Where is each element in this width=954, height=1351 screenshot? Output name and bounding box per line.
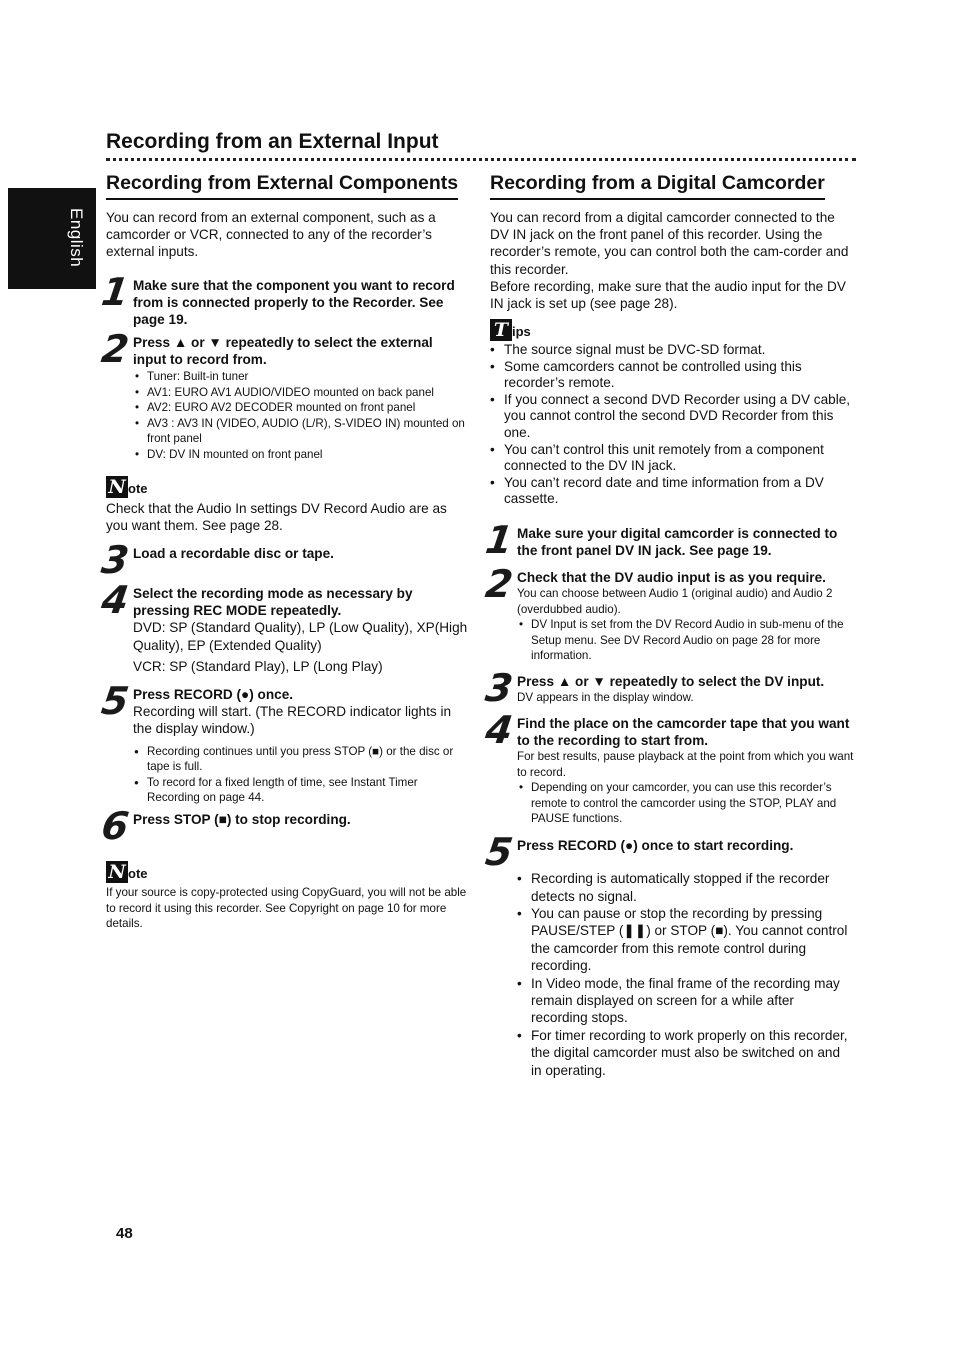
left-note-2: [106, 861, 468, 932]
step-heading: Press ▲ or ▼ repeatedly to select the DV input.: [517, 674, 825, 689]
step-heading: Make sure your digital camcorder is connected to the front panel DV IN jack. See page 19.: [517, 526, 838, 559]
step-heading: Select the recording mode as necessary by pressing REC MODE repeatedly.: [133, 586, 413, 619]
list-item: • The source signal must be DVC-SD format.: [490, 342, 854, 359]
right-step-5: [482, 830, 854, 1079]
list-item: • You can’t control this unit remotely from a component connected to the DV IN jack.: [490, 442, 854, 475]
note-icon: N: [106, 476, 128, 498]
step-number: 3: [98, 538, 130, 582]
step-text: VCR: SP (Standard Play), LP (Long Play): [133, 658, 383, 674]
right-intro-text-2: Before recording, make sure that the audio input for the DV IN jack is set up (see page 28).: [490, 278, 846, 312]
left-step-3: [98, 538, 468, 582]
note-label: ote: [128, 481, 148, 496]
step-heading: Press RECORD (●) once.: [133, 687, 294, 702]
note-icon: N: [106, 861, 128, 883]
list-item: • Depending on your camcorder, you can use this recorder’s remote to control the camcorder using the STOP, PLAY and PAUSE functions.: [517, 780, 854, 827]
left-step-4: [98, 578, 468, 675]
step-number: 2: [98, 327, 130, 371]
step-heading: Press RECORD (●) once to start recording.: [517, 838, 794, 853]
left-step-6: [98, 804, 468, 848]
list-item: • AV2: EURO AV2 DECODER mounted on front panel: [133, 400, 468, 416]
step-text: Recording will start. (The RECORD indicator lights in the display window.): [133, 704, 452, 737]
list-item: • For timer recording to work properly on this recorder, the digital camcorder must also be switched on and in operating.: [517, 1027, 854, 1079]
list-item: • Recording is automatically stopped if the recorder detects no signal.: [517, 870, 854, 905]
right-intro-text: You can record from a digital camcorder connected to the DV IN jack on the front panel of this recorder. Using the recorder’s remote, you can control both the cam-corder and this recorder.: [490, 210, 849, 277]
note-text: Check that the Audio In settings DV Record Audio are as you want them. See page 28.: [106, 501, 447, 534]
list-item: • DV Input is set from the DV Record Audio in sub-menu of the Setup menu. See DV Record Audio on page 28 for more information.: [517, 617, 854, 664]
step-text: You can choose between Audio 1 (original audio) and Audio 2 (overdubbed audio).: [517, 587, 833, 616]
tips-icon: T: [490, 319, 512, 341]
left-note-1: [106, 476, 468, 534]
language-tab-label: English: [67, 208, 86, 268]
note-text: If your source is copy-protected using CopyGuard, you will not be able to record it using this recorder. See Copyright on page 10 for more details.: [106, 886, 467, 930]
list-item: ● To record for a fixed length of time, see Instant Timer Recording on page 44.: [133, 775, 468, 806]
step-heading: Press ▲ or ▼ repeatedly to select the external input to record from.: [133, 335, 433, 368]
step-heading: Load a recordable disc or tape.: [133, 546, 334, 561]
left-step-5: [98, 679, 468, 806]
right-intro: [490, 209, 854, 312]
left-section-header: [106, 172, 468, 200]
step-heading: Find the place on the camcorder tape that you want to the recording to start from.: [517, 716, 850, 749]
step-number: 5: [482, 830, 514, 874]
list-item: • You can’t record date and time information from a DV cassette.: [490, 475, 854, 508]
right-section-title: Recording from a Digital Camcorder: [490, 172, 825, 200]
list-item: • If you connect a second DVD Recorder using a DV cable, you cannot control the second DVD Recorder from this one.: [490, 392, 854, 442]
left-intro: You can record from an external component, such as a camcorder or VCR, connected to any of the recorder’s external inputs.: [106, 210, 436, 260]
list-item: • AV1: EURO AV1 AUDIO/VIDEO mounted on back panel: [133, 385, 468, 401]
page-number: 48: [116, 1225, 133, 1242]
step-number: 2: [482, 562, 514, 606]
step-number: 1: [482, 518, 514, 562]
left-step-2: [98, 327, 468, 462]
step-number: 6: [98, 804, 130, 848]
list-item: • You can pause or stop the recording by pressing PAUSE/STEP (❚❚) or STOP (■). You cannot control the camcorder from this remote control during recording.: [517, 905, 854, 975]
left-step-1: [98, 270, 468, 329]
right-step-1: [482, 518, 854, 562]
step-heading: Make sure that the component you want to record from is connected properly to the Recorder. See page 19.: [133, 278, 455, 328]
title-divider: [106, 158, 856, 161]
tips-box: [490, 319, 854, 508]
list-item: • In Video mode, the final frame of the recording may remain displayed on screen for a while after recording stops.: [517, 975, 854, 1027]
list-item: • AV3 : AV3 IN (VIDEO, AUDIO (L/R), S-VIDEO IN) mounted on front panel: [133, 416, 468, 447]
step-number: 3: [482, 666, 514, 710]
step-number: 5: [98, 679, 130, 723]
step-number: 1: [98, 270, 130, 314]
step-text: DVD: SP (Standard Quality), LP (Low Quality), XP(High Quality), EP (Extended Quality): [133, 620, 468, 653]
tips-label: ips: [512, 324, 531, 339]
list-item: ● Recording continues until you press STOP (■) or the disc or tape is full.: [133, 744, 468, 775]
right-step-2: [482, 562, 854, 664]
left-section-title: Recording from External Components: [106, 172, 458, 200]
list-item: • DV: DV IN mounted on front panel: [133, 447, 468, 463]
step-text: For best results, pause playback at the point from which you want to record.: [517, 750, 854, 779]
right-step-3: [482, 666, 854, 710]
right-section-header: [490, 172, 854, 200]
list-item: • Tuner: Built-in tuner: [133, 369, 468, 385]
step-number: 4: [98, 578, 130, 622]
note-label: ote: [128, 866, 148, 881]
list-item: • Some camcorders cannot be controlled using this recorder’s remote.: [490, 359, 854, 392]
right-step-4: [482, 708, 854, 827]
step-text: DV appears in the display window.: [517, 691, 694, 705]
page-title: Recording from an External Input: [106, 130, 439, 153]
step-heading: Check that the DV audio input is as you require.: [517, 570, 826, 585]
step-number: 4: [482, 708, 514, 752]
step-heading: Press STOP (■) to stop recording.: [133, 812, 351, 827]
